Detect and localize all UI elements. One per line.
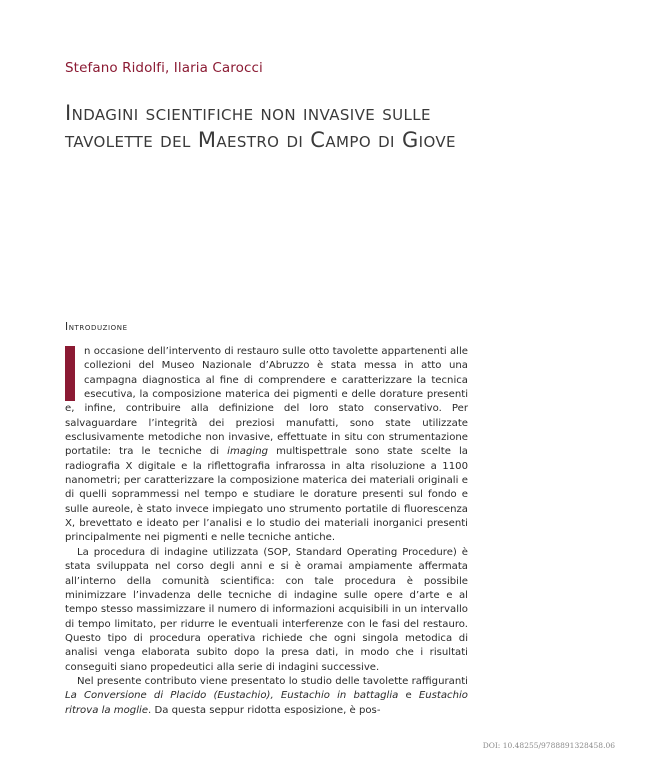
paragraph-2: La procedura di indagine utilizzata (SOP, Standard Operating Procedure) è stata sviluppata nel corso degli anni e si è oramai ampiamente affermata all’interno della comunità scientifica: con tale procedura è possibile minimizzare l’invadenza delle tecniche di indagine sulle opere d’arte e al tempo stesso massimizzare il numero di informazioni acquisibili in un intervallo di tempo limitato, per ridurre le eventuali interferenze con le fasi del restauro. Questo tipo di procedura operativa richiede che ogni singola metodica di analisi venga elaborata subito dopo la presa dati, in modo che i risultati conseguiti siano propedeutici alla serie di indagini successive. bbox=[65, 546, 468, 673]
title-line-2: tavolette del Maestro di Campo di Giove bbox=[65, 128, 456, 152]
paragraph-1-emphasis: imaging bbox=[227, 446, 268, 458]
paragraph-3-emphasis-1: La Conversione di Placido (Eustachio), Eustachio in battaglia bbox=[65, 690, 399, 702]
paragraph-3-text-a: Nel presente contributo viene presentato lo studio delle tavolette raffiguranti bbox=[77, 675, 468, 687]
paragraph-1-text-b: multispettrale sono state scelte la radiografia X digitale e la riflettografia infrarossa in alta risoluzione a 1100 nanometri; per caratterizzare la composizione materica dei materiali originali e di quelli soprammessi nel tempo e studiare le dorature presenti sul fondo e sulle aureole, è stato invece impiegato uno strumento portatile di fluorescenza X, brevettato e ideato per l’analisi e lo studio dei materiali inorganici presenti principalmente nei pigmenti e nelle tecniche antiche. bbox=[65, 446, 468, 544]
author-names: Stefano Ridolfi, Ilaria Carocci bbox=[65, 60, 263, 76]
paragraph-3 bbox=[65, 675, 468, 718]
title-line-1: Indagini scientifiche non invasive sulle bbox=[65, 101, 431, 125]
section-heading: Introduzione bbox=[65, 321, 128, 333]
drop-cap-bar bbox=[65, 346, 75, 401]
paragraph-3-text-b: e bbox=[398, 690, 419, 702]
paragraph-3-text-c: . Da questa seppur ridotta esposizione, è pos- bbox=[148, 704, 381, 716]
paragraph-3-emphasis-2: Eustachio ritrova la moglie bbox=[65, 690, 468, 716]
paragraph-1 bbox=[65, 345, 468, 546]
paragraph-1-text-a: n occasione dell’intervento di restauro sulle otto tavolette appartenenti alle collezioni del Museo Nazionale d’Abruzzo è stata messa in atto una campagna diagnostica al fine di comprendere e caratterizzare la tecnica esecutiva, la composizione materica dei pigmenti e delle dorature presenti e, infine, contribuire alla definizione del loro stato conservativo. Per salvaguardare l’integrità dei preziosi manufatti, sono state utilizzate esclusivamente metodiche non invasive, effettuate in situ con strumentazione portatile: tra le tecniche di bbox=[65, 346, 468, 458]
doi-footer: DOI: 10.48255/9788891328458.06 bbox=[482, 741, 615, 750]
article-body bbox=[65, 345, 468, 718]
article-title bbox=[65, 100, 605, 154]
